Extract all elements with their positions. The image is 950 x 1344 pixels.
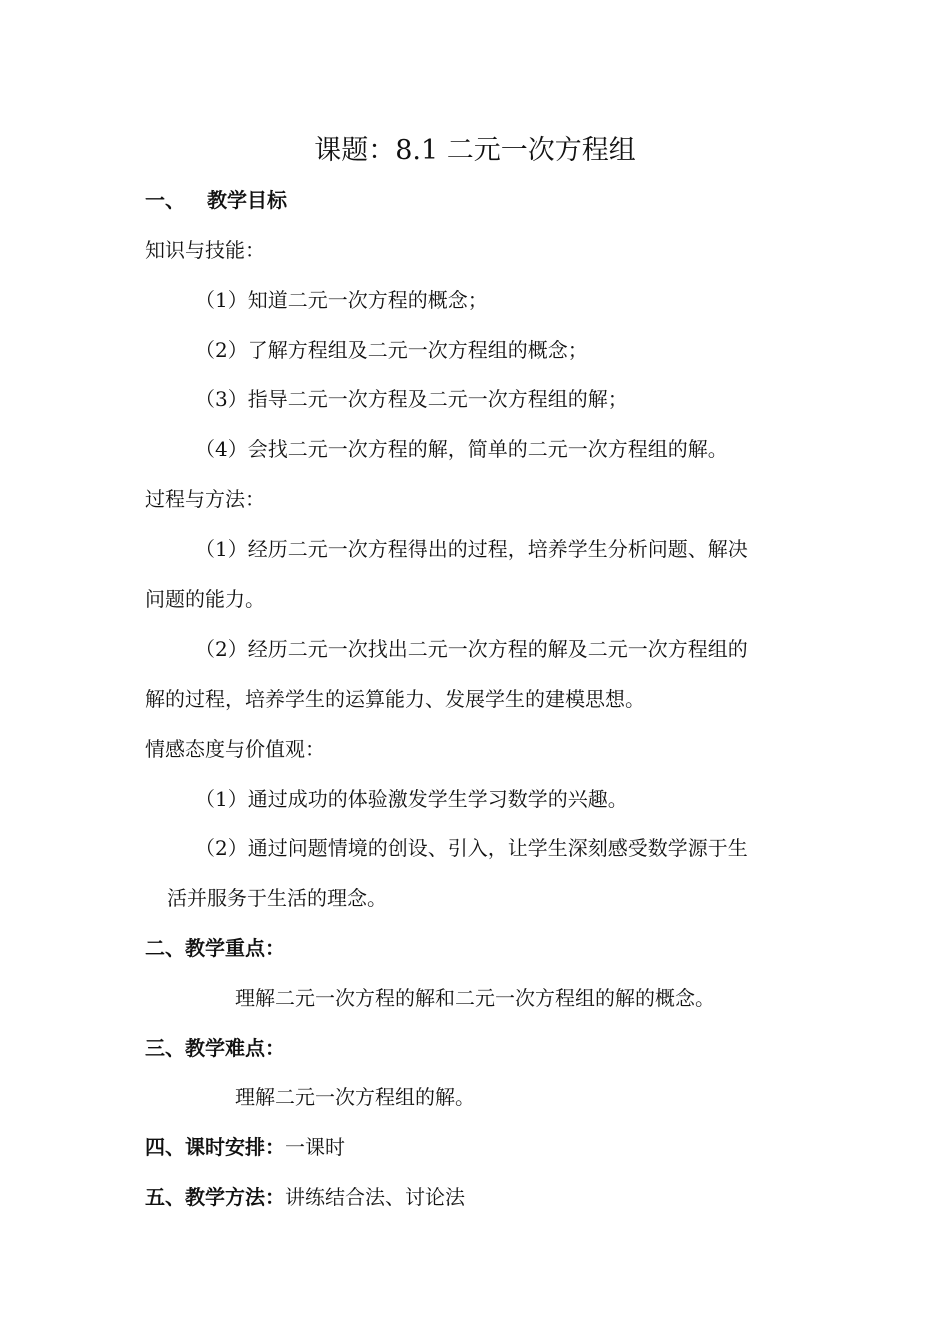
- section-2-content: 理解二元一次方程的解和二元一次方程组的解的概念。: [235, 986, 715, 1010]
- process-item-1-line-1: （1）经历二元一次方程得出的过程，培养学生分析问题、解决: [195, 537, 748, 561]
- section-1-heading: [145, 185, 805, 215]
- emotion-item-1: （1）通过成功的体验激发学生学习数学的兴趣。: [195, 787, 628, 811]
- section-3-content: 理解二元一次方程组的解。: [235, 1085, 475, 1109]
- section-5-heading: 五、教学方法：: [145, 1185, 285, 1209]
- knowledge-item-4: （4）会找二元一次方程的解，简单的二元一次方程组的解。: [195, 437, 728, 461]
- document-title: 课题：8.1 二元一次方程组: [314, 135, 636, 166]
- emotion-item-2-line-2: 活并服务于生活的理念。: [167, 886, 387, 910]
- section-1-number: 一、: [145, 188, 185, 212]
- section-2-heading: 二、教学重点：: [145, 936, 285, 960]
- process-item-2-line-1: （2）经历二元一次找出二元一次方程的解及二元一次方程组的: [195, 637, 748, 661]
- section-5-content: 讲练结合法、讨论法: [285, 1185, 465, 1209]
- knowledge-item-1: （1）知道二元一次方程的概念；: [195, 288, 488, 312]
- section-4-content: 一课时: [285, 1135, 345, 1159]
- section-1-title: 教学目标: [207, 188, 287, 212]
- knowledge-item-2: （2）了解方程组及二元一次方程组的概念；: [195, 338, 588, 362]
- process-method-label: 过程与方法：: [145, 487, 265, 511]
- emotion-values-label: 情感态度与价值观：: [145, 737, 325, 761]
- section-4-heading: 四、课时安排：: [145, 1135, 285, 1159]
- section-4-row: [145, 1132, 805, 1162]
- section-5-row: [145, 1182, 805, 1212]
- process-item-1-line-2: 问题的能力。: [145, 587, 265, 611]
- emotion-item-2-line-1: （2）通过问题情境的创设、引入，让学生深刻感受数学源于生: [195, 836, 748, 860]
- process-item-2-line-2: 解的过程，培养学生的运算能力、发展学生的建模思想。: [145, 687, 645, 711]
- knowledge-skills-label: 知识与技能：: [145, 238, 265, 262]
- knowledge-item-3: （3）指导二元一次方程及二元一次方程组的解；: [195, 387, 628, 411]
- section-3-heading: 三、教学难点：: [145, 1036, 285, 1060]
